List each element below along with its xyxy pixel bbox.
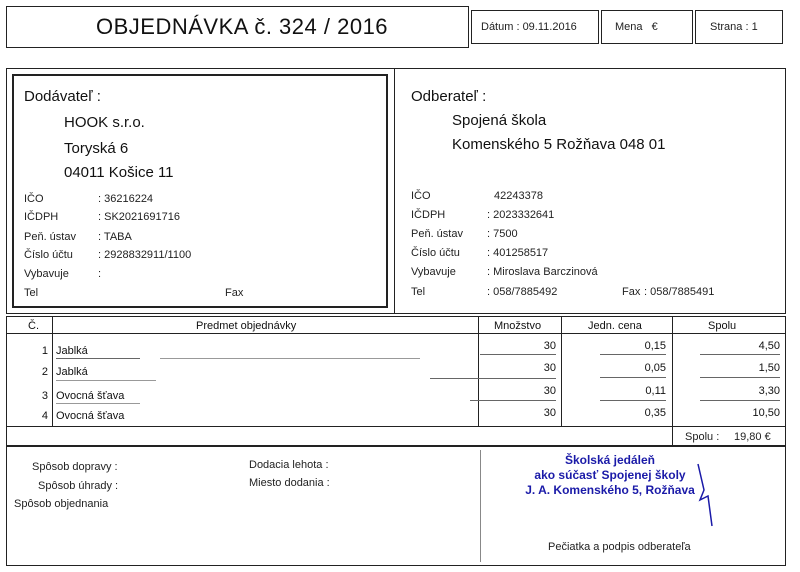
row-underline <box>480 354 556 355</box>
sum-label: Spolu : <box>685 431 720 443</box>
customer-bank-label: Peň. ústav <box>411 228 463 240</box>
row-qty: 30 <box>543 362 556 374</box>
currency: Mena € <box>615 21 658 33</box>
row-underline <box>700 377 780 378</box>
miesto-dodania: Miesto dodania : <box>249 477 330 489</box>
row-item: Jablká <box>56 345 88 357</box>
customer-tel-label: Tel <box>411 286 426 298</box>
row-underline <box>700 400 780 401</box>
row-underline <box>160 358 420 359</box>
row-total: 4,50 <box>758 340 780 352</box>
col-header-item: Predmet objednávky <box>196 320 297 332</box>
col-header-total: Spolu <box>708 320 737 332</box>
customer-ico: 42243378 <box>494 190 543 202</box>
stamp-line-1: Školská jedáleň <box>564 453 656 467</box>
row-qty: 30 <box>543 385 556 397</box>
row-underline <box>56 358 140 359</box>
col-header-no: Č. <box>28 320 39 332</box>
supplier-vybavuje-label: Vybavuje <box>24 268 69 280</box>
page-number: Strana : 1 <box>710 21 758 33</box>
col-divider-no <box>52 316 53 426</box>
stamp-line-2: ako súčasť Spojenej školy <box>534 468 686 482</box>
sposob-dopravy: Spôsob dopravy : <box>32 461 118 473</box>
customer-bank: : 7500 <box>487 228 518 240</box>
supplier-city: 04011 Košice 11 <box>64 164 174 181</box>
row-total: 10,50 <box>752 407 780 419</box>
customer-address: Komenského 5 Rožňava 048 01 <box>452 136 666 153</box>
row-unit-price: 0,11 <box>645 385 666 397</box>
dodacia-lehota: Dodacia lehota : <box>249 459 329 471</box>
order-date: Dátum : 09.11.2016 <box>481 21 577 33</box>
sum-value: 19,80 € <box>734 431 771 443</box>
supplier-street: Toryská 6 <box>64 140 129 157</box>
customer-vybavuje-label: Vybavuje <box>411 266 456 278</box>
row-total: 1,50 <box>758 362 780 374</box>
row-underline <box>430 378 556 379</box>
table-header-divider <box>6 333 786 334</box>
row-unit-price: 0,05 <box>644 362 666 374</box>
col-divider-qty <box>478 316 479 426</box>
signature-caption: Pečiatka a podpis odberateľa <box>548 541 691 553</box>
footer-inner-divider <box>480 450 481 562</box>
row-number: 4 <box>41 410 48 422</box>
supplier-tel-label: Tel <box>24 287 39 299</box>
supplier-vybavuje: : <box>98 268 102 280</box>
customer-ico-label: IČO <box>411 190 431 202</box>
row-item: Ovocná šťava <box>56 390 125 402</box>
customer-heading: Odberateľ : <box>411 88 487 105</box>
customer-fax: : 058/7885491 <box>644 286 715 298</box>
supplier-ico-label: IČO <box>24 193 44 205</box>
customer-vybavuje: : Miroslava Barczinová <box>487 266 598 278</box>
page-title: OBJEDNÁVKA č. 324 / 2016 <box>96 14 389 39</box>
row-number: 3 <box>41 390 48 402</box>
row-underline <box>56 403 140 404</box>
parties-divider <box>394 68 395 314</box>
row-unit-price: 0,35 <box>644 407 666 419</box>
row-underline <box>600 354 666 355</box>
row-total: 3,30 <box>758 385 780 397</box>
row-underline <box>600 377 666 378</box>
supplier-name: HOOK s.r.o. <box>64 114 145 131</box>
supplier-heading: Dodávateľ : <box>24 88 101 105</box>
row-item: Jablká <box>56 366 88 378</box>
customer-account: : 401258517 <box>487 247 549 259</box>
customer-icdph: : 2023332641 <box>487 209 555 221</box>
row-item: Ovocná šťava <box>56 410 125 422</box>
stamp-line-3: J. A. Komenského 5, Rožňava <box>525 483 695 497</box>
row-underline <box>600 400 666 401</box>
row-underline <box>56 380 156 381</box>
customer-fax-label: Fax <box>622 286 641 298</box>
col-header-qty: Množstvo <box>494 320 542 332</box>
customer-icdph-label: IČDPH <box>411 209 446 221</box>
customer-account-label: Číslo účtu <box>411 247 460 259</box>
supplier-icdph: : SK2021691716 <box>98 211 180 223</box>
customer-tel: : 058/7885492 <box>487 286 558 298</box>
supplier-ico: : 36216224 <box>98 193 154 205</box>
row-qty: 30 <box>543 340 556 352</box>
row-qty: 30 <box>543 407 556 419</box>
col-header-unit: Jedn. cena <box>588 320 642 332</box>
row-unit-price: 0,15 <box>644 340 666 352</box>
table-body-bottom <box>6 426 786 427</box>
sposob-objednania: Spôsob objednania <box>14 498 109 510</box>
row-number: 1 <box>41 345 48 357</box>
sposob-uhrady: Spôsob úhrady : <box>38 480 119 492</box>
supplier-fax-label: Fax <box>225 287 244 299</box>
supplier-bank-label: Peň. ústav <box>24 231 76 243</box>
row-number: 2 <box>41 366 48 378</box>
customer-name: Spojená škola <box>452 112 547 129</box>
supplier-account: : 2928832911/1100 <box>98 249 192 261</box>
row-underline <box>470 400 556 401</box>
signature-mark <box>690 460 730 530</box>
supplier-bank: : TABA <box>98 231 132 243</box>
supplier-account-label: Číslo účtu <box>24 249 73 261</box>
supplier-icdph-label: IČDPH <box>24 211 59 223</box>
col-divider-unit <box>561 316 562 426</box>
row-underline <box>700 354 780 355</box>
